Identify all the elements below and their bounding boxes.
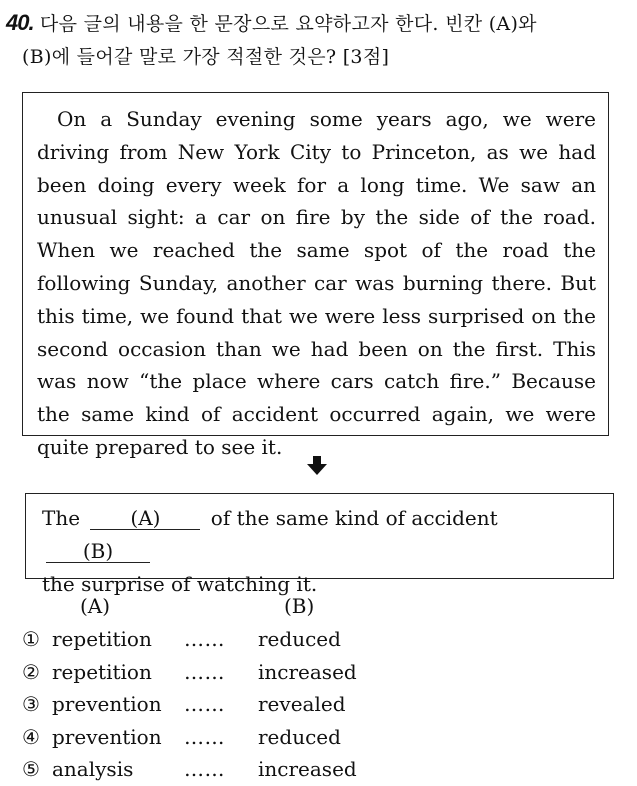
option-number: ④ [22,724,40,749]
summary-box [25,493,614,596]
option-a-value: repetition [52,659,152,684]
option-dots: …… [184,757,225,782]
option-dots: …… [184,724,225,749]
blank-b: (B) [46,540,150,563]
summary-text-3: the surprise of watching it. [42,572,318,596]
option-number: ② [22,659,40,684]
option-number: ① [22,627,40,651]
question-line-1 [6,6,631,41]
option-b-value: revealed [258,692,346,717]
option-number: ⑤ [22,757,40,782]
options-header-a: (A) [80,594,111,618]
passage-text: On a Sunday evening some years ago, we were driving from New York City to Princeton, as we had been doing every week for a long time. We saw an unusual sight: a car on fire by the side of the road. When we reached the same spot of the road the following Sunday, another car was burning there. But this time, we found that we were less surprised on the second occasion than we had been on the first. This was now “the place where cars catch fire.” Because the same kind of accident occurred again, we were quite prepared to see it. [37,107,596,459]
option-dots: …… [184,692,225,717]
option-number: ③ [22,692,40,717]
question-number: 40. [6,10,34,35]
option-dots: …… [184,659,225,684]
option-a-value: analysis [52,757,134,782]
options-header-b: (B) [284,594,315,618]
option-a-value: prevention [52,724,162,749]
option-b-value: increased [258,757,357,782]
question-instruction-1: 다음 글의 내용을 한 문장으로 요약하고자 한다. 빈칸 (A)와 [33,13,537,35]
option-dots: …… [184,627,225,651]
summary-text-2: of the same kind of accident [210,506,498,530]
option-a-value: repetition [52,627,152,651]
option-b-value: increased [258,659,357,684]
option-b-value: reduced [258,724,341,749]
option-a-value: prevention [52,692,162,717]
summary-text-1: The [42,506,81,530]
option-b-value: reduced [258,627,341,651]
question-line-2: (B)에 들어갈 말로 가장 적절한 것은? [3점] [22,46,390,68]
question-prompt [6,6,631,74]
down-arrow-icon [306,455,328,477]
passage-box [22,92,609,459]
blank-a: (A) [90,507,200,530]
